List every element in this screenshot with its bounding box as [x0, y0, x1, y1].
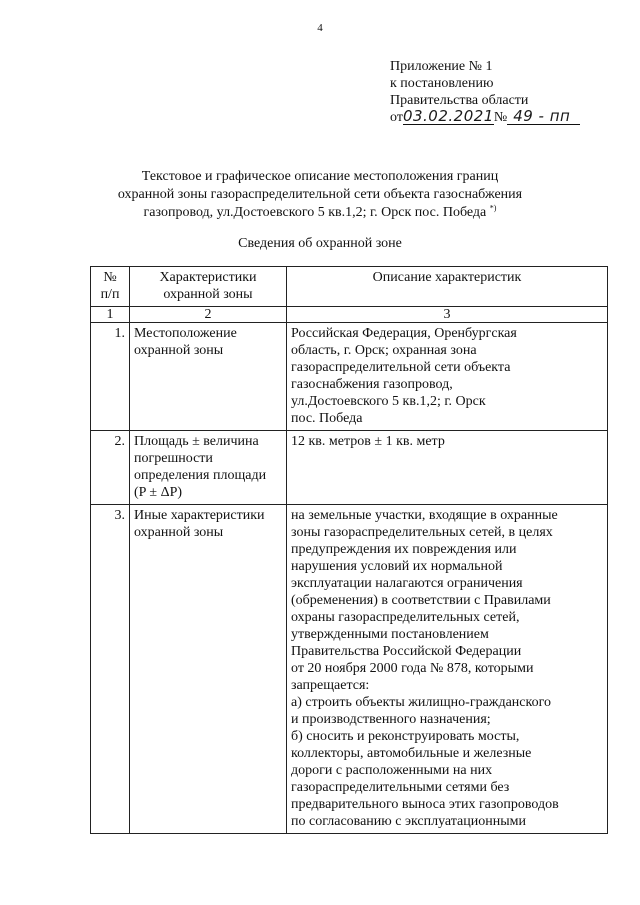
description-line: ул.Достоевского 5 кв.1,2; г. Орск — [291, 394, 486, 409]
row-description — [287, 323, 608, 431]
row-description — [287, 431, 608, 505]
row-number: 3. — [91, 505, 130, 834]
description-line: охраны газораспределительных сетей, — [291, 610, 520, 625]
characteristic-line: охранной зоны — [134, 525, 224, 540]
row-characteristic — [130, 431, 287, 505]
title-line-3-text: газопровод, ул.Достоевского 5 кв.1,2; г. Орск пос. Победа — [143, 205, 487, 220]
appendix-from-prefix: от — [390, 110, 403, 125]
header-col-characteristics — [130, 267, 287, 307]
header-col2-line: охранной зоны — [163, 287, 253, 302]
description-line: 12 кв. метров ± 1 кв. метр — [291, 434, 445, 449]
section-title: Сведения об охранной зоне — [238, 236, 402, 251]
title-line-1: Текстовое и графическое описание местоположения границ — [141, 169, 499, 184]
document-title — [40, 168, 600, 222]
description-line: б) сносить и реконструировать мосты, — [291, 729, 520, 744]
description-line: газораспределительными сетями без — [291, 780, 510, 795]
description-line: предварительного выноса этих газопроводов — [291, 797, 559, 812]
table-row — [91, 431, 608, 505]
description-line: на земельные участки, входящие в охранные — [291, 508, 558, 523]
description-line: зоны газораспределительных сетей, в целях — [291, 525, 553, 540]
column-number: 3 — [287, 307, 608, 323]
description-line: газораспределительной сети объекта — [291, 360, 511, 375]
row-characteristic — [130, 505, 287, 834]
header-col-number — [91, 267, 130, 307]
appendix-line-2: к постановлению — [390, 76, 494, 91]
appendix-block — [390, 58, 580, 126]
characteristic-line: Площадь ± величина — [134, 434, 259, 449]
zone-info-table — [90, 266, 608, 834]
header-col-description — [287, 267, 608, 307]
title-line-3 — [40, 204, 600, 222]
row-characteristic — [130, 323, 287, 431]
header-col1-line: п/п — [100, 287, 120, 302]
description-line: Правительства Российской Федерации — [291, 644, 522, 659]
description-line: запрещается: — [291, 678, 370, 693]
page-number: 4 — [317, 22, 323, 34]
column-number-row — [91, 307, 608, 323]
table-header-row — [91, 267, 608, 307]
description-line: предупреждения их повреждения или — [291, 542, 517, 557]
description-line: эксплуатации налагаются ограничения — [291, 576, 523, 591]
description-line: а) строить объекты жилищно-гражданского — [291, 695, 551, 710]
header-col2-line: Характеристики — [159, 270, 257, 285]
description-line: дороги с расположенными на них — [291, 763, 493, 778]
description-line: (обременения) в соответствии с Правилами — [291, 593, 551, 608]
description-line: и производственного назначения; — [291, 712, 491, 727]
appendix-number-sign: № — [493, 110, 508, 125]
characteristic-line: Местоположение — [134, 326, 237, 341]
title-line-2: охранной зоны газораспределительной сети объекта газоснабжения — [117, 187, 523, 202]
description-line: Российская Федерация, Оренбургская — [291, 326, 517, 341]
header-col3-line: Описание характеристик — [372, 270, 522, 285]
characteristic-line: погрешности — [134, 451, 213, 466]
column-number: 1 — [91, 307, 130, 323]
description-line: газоснабжения газопровод, — [291, 377, 453, 392]
description-line: область, г. Орск; охранная зона — [291, 343, 477, 358]
appendix-date-line — [390, 109, 580, 126]
handwritten-date: 03.02.2021 — [402, 107, 494, 125]
row-number: 2. — [91, 431, 130, 505]
header-col1-line: № — [103, 270, 117, 285]
description-line: нарушения условий их нормальной — [291, 559, 503, 574]
description-line: коллекторы, автомобильные и железные — [291, 746, 532, 761]
handwritten-number: 49 - пп — [507, 109, 580, 125]
table-row — [91, 505, 608, 834]
characteristic-line: (P ± ΔP) — [134, 485, 183, 500]
description-line: по согласованию с эксплуатационными — [291, 814, 526, 829]
appendix-line-3: Правительства области — [390, 93, 529, 108]
footnote-mark: *) — [489, 203, 497, 213]
column-number: 2 — [130, 307, 287, 323]
row-number: 1. — [91, 323, 130, 431]
description-line: пос. Победа — [291, 411, 363, 426]
row-description — [287, 505, 608, 834]
characteristic-line: охранной зоны — [134, 343, 224, 358]
characteristic-line: Иные характеристики — [134, 508, 265, 523]
characteristic-line: определения площади — [134, 468, 267, 483]
description-line: от 20 ноября 2000 года № 878, которыми — [291, 661, 534, 676]
appendix-line-1: Приложение № 1 — [390, 59, 493, 74]
table-row — [91, 323, 608, 431]
description-line: утвержденными постановлением — [291, 627, 489, 642]
